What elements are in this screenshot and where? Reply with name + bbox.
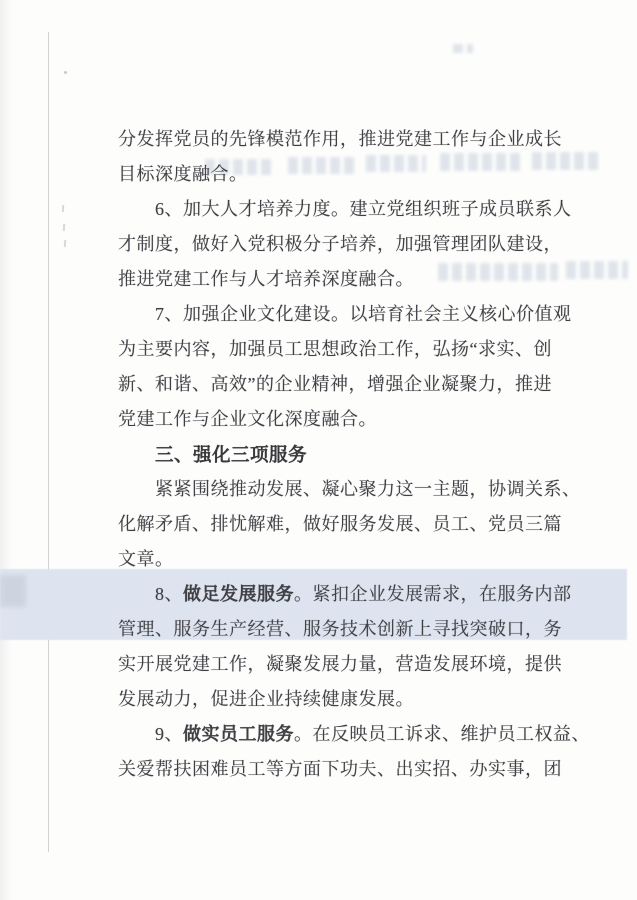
text-line bbox=[118, 262, 588, 297]
body-text: 。紧扣企业发展需求，在服务内部 bbox=[294, 584, 572, 604]
body-text: 实开展党建工作，凝聚发展力量，营造发展环境，提供 bbox=[118, 654, 562, 674]
body-text: 目标深度融合。 bbox=[118, 164, 248, 184]
body-text: 才制度，做好入党积极分子培养，加强管理团队建设， bbox=[118, 234, 562, 254]
body-text: 文章。 bbox=[118, 549, 174, 569]
body-text: 推进党建工作与人才培养深度融合。 bbox=[118, 269, 414, 289]
text-line bbox=[118, 157, 588, 192]
text-line bbox=[118, 297, 588, 332]
body-text: 紧紧围绕推动发展、凝心聚力这一主题，协调关系、 bbox=[155, 479, 581, 499]
text-line bbox=[118, 682, 588, 717]
body-text: 管理、服务生产经营、服务技术创新上寻找突破口，务 bbox=[118, 619, 562, 639]
bleedthrough-artifact bbox=[453, 44, 473, 53]
text-line bbox=[118, 507, 588, 542]
body-text: 党建工作与企业文化深度融合。 bbox=[118, 409, 377, 429]
text-line bbox=[118, 577, 588, 612]
text-line bbox=[118, 472, 588, 507]
body-text: 7、加强企业文化建设。以培育社会主义核心价值观 bbox=[155, 304, 572, 324]
body-text: 分发挥党员的先锋模范作用，推进党建工作与企业成长 bbox=[118, 129, 562, 149]
text-line bbox=[118, 612, 588, 647]
margin-fold-line bbox=[48, 32, 49, 852]
body-text: 发展动力，促进企业持续健康发展。 bbox=[118, 689, 414, 709]
scan-tick bbox=[64, 240, 66, 247]
text-line bbox=[118, 227, 588, 262]
body-text: 化解矛盾、排忧解难，做好服务发展、员工、党员三篇 bbox=[118, 514, 562, 534]
text-line bbox=[118, 717, 588, 752]
text-line bbox=[118, 332, 588, 367]
scan-tick bbox=[63, 224, 65, 231]
body-text: 关爱帮扶困难员工等方面下功夫、出实招、办实事，团 bbox=[118, 759, 562, 779]
scan-tick bbox=[62, 205, 64, 212]
scan-edge-shadow bbox=[0, 0, 12, 900]
body-text: 8、 bbox=[155, 584, 183, 604]
body-text: 为主要内容，加强员工思想政治工作，弘扬“求实、创 bbox=[118, 339, 552, 359]
text-line bbox=[118, 542, 588, 577]
text-line bbox=[118, 752, 588, 787]
body-text: 。在反映员工诉求、维护员工权益、 bbox=[294, 724, 590, 744]
body-text: 9、 bbox=[155, 724, 183, 744]
text-line bbox=[118, 402, 588, 437]
body-text: 6、加大人才培养力度。建立党组织班子成员联系人 bbox=[155, 199, 572, 219]
scan-speck bbox=[64, 71, 67, 74]
emphasis-text: 做足发展服务 bbox=[183, 584, 294, 604]
text-line bbox=[118, 647, 588, 682]
scan-smudge bbox=[0, 575, 26, 607]
body-text: 新、和谐、高效”的企业精神，增强企业凝聚力，推进 bbox=[118, 374, 552, 394]
text-line bbox=[118, 122, 588, 157]
text-line bbox=[118, 367, 588, 402]
emphasis-text: 做实员工服务 bbox=[183, 724, 294, 744]
emphasis-text: 三、强化三项服务 bbox=[155, 444, 308, 465]
text-lines bbox=[118, 122, 588, 787]
text-line bbox=[118, 192, 588, 227]
section-heading bbox=[118, 437, 588, 472]
